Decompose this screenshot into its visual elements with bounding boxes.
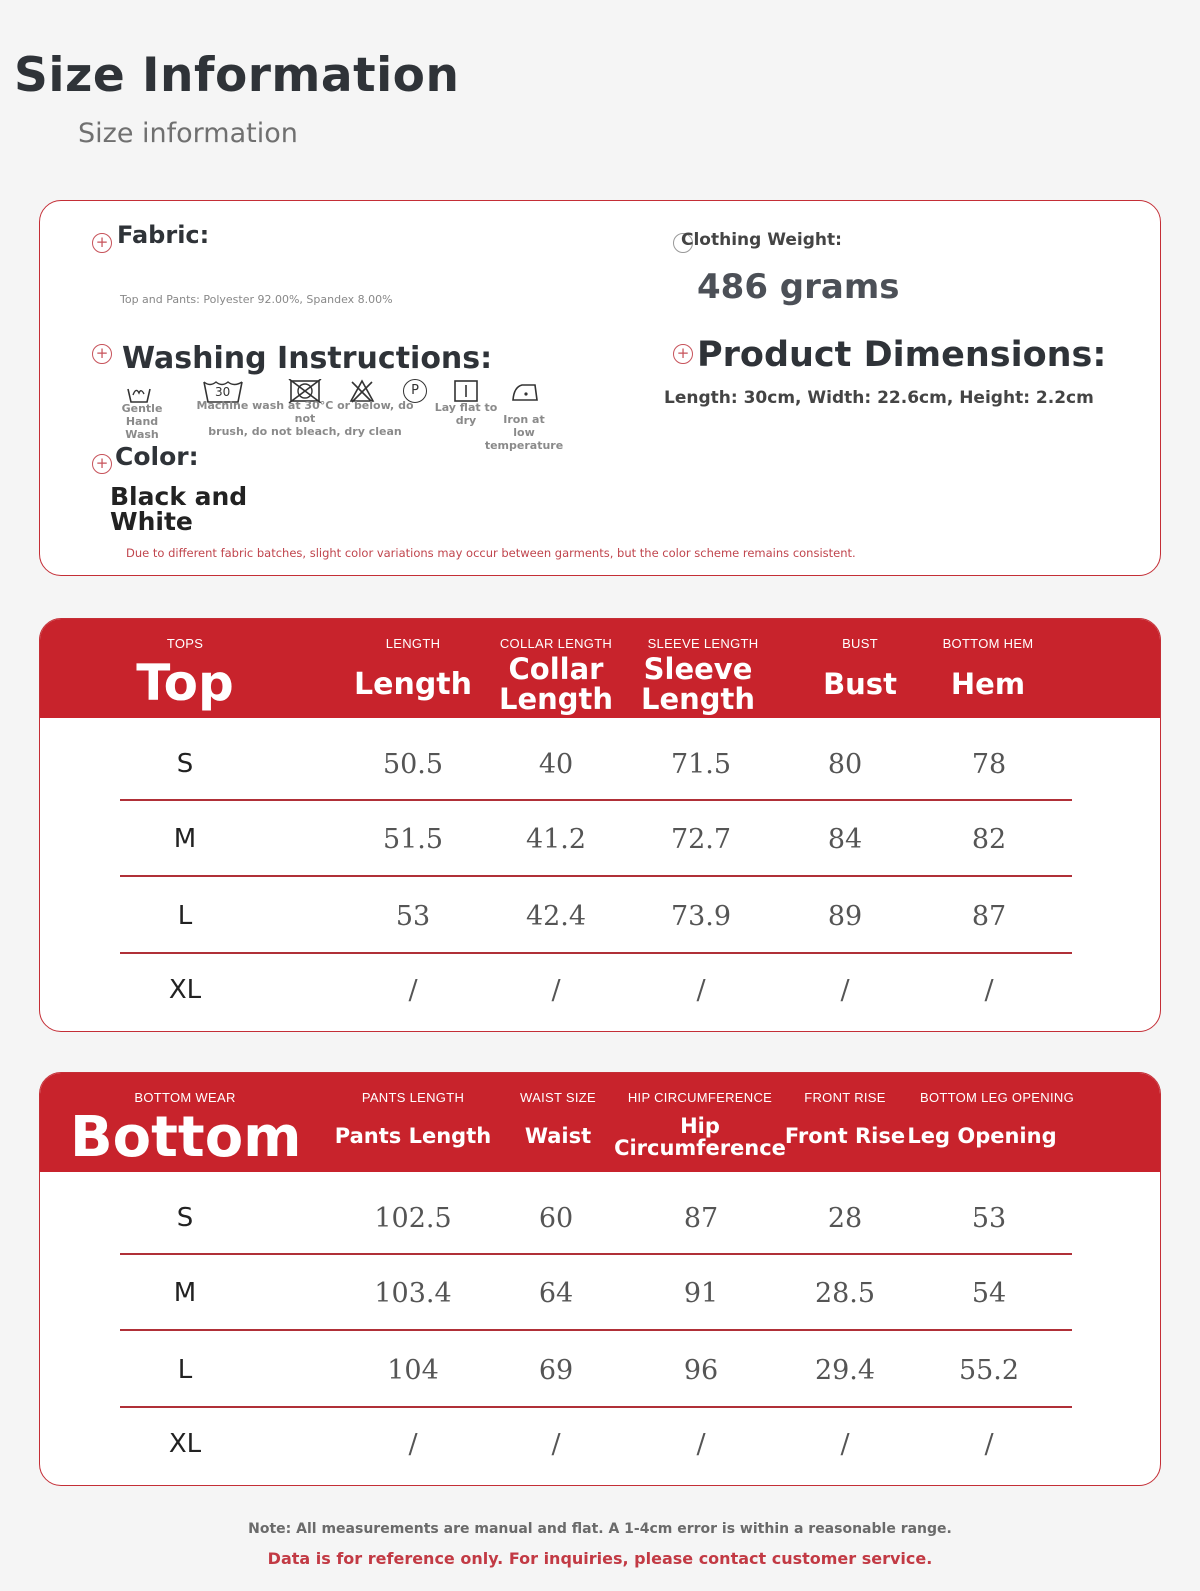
washing-label: Washing Instructions: [122, 341, 493, 376]
table-cell: / [408, 975, 418, 1006]
size-label: S [176, 749, 194, 779]
tops-col-en-1: LENGTH [385, 636, 441, 651]
machine-wash-caption: Machine wash at 30°C or below, do not brush, do not bleach, dry clean [196, 399, 414, 438]
row-divider [120, 1406, 1072, 1408]
table-cell: / [408, 1429, 418, 1460]
table-cell: 51.5 [382, 824, 444, 855]
bottoms-col-en-4: FRONT RISE [804, 1090, 886, 1105]
table-cell: / [840, 975, 850, 1006]
color-note: Due to different fabric batches, slight color variations may occur between garments, but the color scheme remains consistent. [126, 546, 856, 560]
bottoms-col-en-5: BOTTOM LEG OPENING [920, 1090, 1074, 1105]
tops-col-en-5: BOTTOM HEM [942, 636, 1034, 651]
table-cell: / [551, 975, 561, 1006]
tops-tag: Top [136, 654, 234, 712]
table-cell: 28 [827, 1203, 863, 1234]
row-divider [120, 875, 1072, 877]
table-cell: 50.5 [382, 749, 444, 780]
tops-col-en-2: COLLAR LENGTH [499, 636, 613, 651]
table-cell: / [984, 975, 994, 1006]
plus-circle-icon: + [92, 344, 112, 364]
table-cell: 40 [538, 749, 574, 780]
page-title: Size Information [14, 48, 460, 103]
table-cell: / [696, 975, 706, 1006]
table-cell: 69 [538, 1355, 574, 1386]
table-cell: / [984, 1429, 994, 1460]
table-cell: 53 [971, 1203, 1007, 1234]
color-label: Color: [115, 442, 199, 471]
plus-circle-icon: + [673, 344, 693, 364]
bottoms-col-en-3: HIP CIRCUMFERENCE [627, 1090, 773, 1105]
tops-col-4: Bust [823, 667, 897, 701]
lay-flat-dry-icon [453, 379, 479, 403]
size-label: L [177, 1355, 193, 1385]
size-label: S [176, 1203, 194, 1233]
dimensions-label: Product Dimensions: [697, 335, 1107, 375]
table-cell: 78 [971, 749, 1007, 780]
bottoms-col-3: Hip Circumference [614, 1114, 786, 1161]
row-divider [120, 799, 1072, 801]
bottoms-col-en-1: PANTS LENGTH [361, 1090, 465, 1105]
table-cell: 53 [395, 901, 431, 932]
table-cell: 87 [683, 1203, 719, 1234]
product-info-card [39, 200, 1161, 576]
table-cell: 96 [683, 1355, 719, 1386]
size-label: XL [168, 975, 202, 1005]
page-subtitle: Size information [78, 118, 298, 149]
plus-circle-icon: + [92, 454, 112, 474]
bottoms-col-en-2: WAIST SIZE [520, 1090, 596, 1105]
size-label: M [173, 824, 197, 854]
table-cell: 28.5 [814, 1278, 876, 1309]
bottoms-col-1: Pants Length [334, 1124, 492, 1148]
bottoms-col-4: Front Rise [784, 1124, 906, 1148]
table-cell: 73.9 [670, 901, 732, 932]
tops-col-3: Sleeve Length [640, 652, 756, 717]
tops-col-en-3: SLEEVE LENGTH [647, 636, 759, 651]
tops-size-table [39, 618, 1161, 1032]
weight-value: 486 grams [697, 267, 900, 307]
disclaimer-note: Data is for reference only. For inquiries, please contact customer service. [267, 1549, 933, 1568]
table-cell: 80 [827, 749, 863, 780]
tops-tag-en: TOPS [166, 636, 204, 651]
table-cell: 102.5 [374, 1203, 452, 1234]
plus-circle-icon: + [92, 233, 112, 253]
weight-label: Clothing Weight: [681, 230, 842, 250]
bottoms-col-5: Leg Opening [907, 1124, 1057, 1148]
machine-wash-30-icon: 30 [202, 379, 244, 403]
table-cell: 84 [827, 824, 863, 855]
table-cell: 64 [538, 1278, 574, 1309]
table-cell: 71.5 [670, 749, 732, 780]
hand-wash-caption: Gentle Hand Wash [121, 402, 163, 441]
size-label: M [173, 1278, 197, 1308]
tops-table-header [40, 619, 1160, 718]
table-cell: / [840, 1429, 850, 1460]
size-label: XL [168, 1429, 202, 1459]
tops-col-5: Hem [950, 667, 1026, 701]
fabric-label: Fabric: [117, 221, 210, 249]
bottoms-tag: Bottom [70, 1105, 302, 1170]
table-cell: 60 [538, 1203, 574, 1234]
table-cell: 87 [971, 901, 1007, 932]
bottoms-size-table [39, 1072, 1161, 1486]
lay-flat-caption: Lay flat to dry [434, 401, 498, 427]
row-divider [120, 952, 1072, 954]
iron-low-icon [510, 379, 540, 403]
fabric-value: Top and Pants: Polyester 92.00%, Spandex 8.00% [120, 293, 393, 306]
dry-clean-icon: P [402, 379, 428, 403]
table-cell: 42.4 [525, 901, 587, 932]
table-cell: / [696, 1429, 706, 1460]
row-divider [120, 1253, 1072, 1255]
table-cell: 54 [971, 1278, 1007, 1309]
table-cell: 104 [387, 1355, 439, 1386]
dimensions-value: Length: 30cm, Width: 22.6cm, Height: 2.2cm [664, 388, 1094, 408]
table-cell: 89 [827, 901, 863, 932]
row-divider [120, 1329, 1072, 1331]
tops-col-1: Length [354, 667, 472, 702]
tops-col-2: Collar Length [498, 652, 614, 717]
color-value: Black and White [110, 482, 248, 536]
table-cell: 103.4 [374, 1278, 452, 1309]
bottoms-col-2: Waist [524, 1124, 592, 1148]
tops-col-en-4: BUST [842, 636, 878, 651]
table-cell: / [551, 1429, 561, 1460]
bottoms-table-header [40, 1073, 1160, 1172]
table-cell: 82 [971, 824, 1007, 855]
size-label: L [177, 901, 193, 931]
table-cell: 29.4 [814, 1355, 876, 1386]
iron-caption: Iron at low temperature [484, 413, 564, 452]
table-cell: 55.2 [958, 1355, 1020, 1386]
table-cell: 91 [683, 1278, 719, 1309]
bottoms-tag-en: BOTTOM WEAR [134, 1090, 236, 1105]
measurement-note: Note: All measurements are manual and flat. A 1-4cm error is within a reasonable range. [248, 1521, 952, 1537]
table-cell: 41.2 [525, 824, 587, 855]
table-cell: 72.7 [670, 824, 732, 855]
